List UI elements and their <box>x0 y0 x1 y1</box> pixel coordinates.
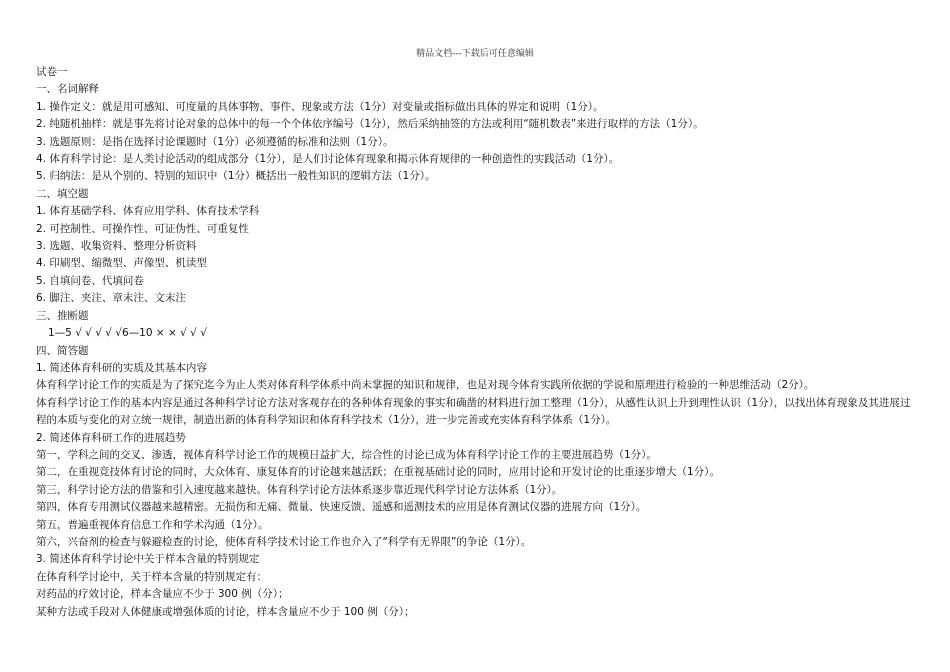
answer-line: 第二，在重视竞技体育讨论的同时，大众体育、康复体育的讨论越来越活跃；在重视基础讨论的同时，应用讨论和开发讨论的比重逐步增大（1分）。 <box>36 466 720 479</box>
judgment-answers: 1—5 √ √ √ √ √6—10 × × √ √ √ <box>48 327 207 340</box>
answer-line: 某种方法或手段对人体健康或增强体质的讨论，样本含量应不少于 100 例（分）； <box>36 605 415 618</box>
answer-line: 在体育科学讨论中，关于样本含量的特别规定有： <box>36 570 267 583</box>
fill-in-item: 6. 脚注、夹注、章末注、文末注 <box>36 292 186 305</box>
section-heading-fill-in: 二、填空题 <box>36 187 89 200</box>
document-body <box>36 64 916 621</box>
answer-line: 第六，兴奋剂的检查与躲避检查的讨论，使体育科学技术讨论工作也介入了“科学有无界限”的争论（1分）。 <box>36 535 532 548</box>
section-heading-short-answer: 四、简答题 <box>36 344 89 357</box>
fill-in-item: 5. 自填问卷、代填问卷 <box>36 274 144 287</box>
definition-item: 1. 操作定义：就是用可感知、可度量的具体事物、事件、现象或方法（1分）对变量或指标做出具体的界定和说明（1分）。 <box>36 100 604 113</box>
fill-in-item: 2. 可控制性、可操作性、可证伪性、可重复性 <box>36 222 249 235</box>
question-title: 3. 简述体育科学讨论中关于样本含量的特别规定 <box>36 553 260 566</box>
question-title: 1. 简述体育科研的实质及其基本内容 <box>36 361 207 374</box>
answer-line: 对药品的疗效讨论，样本含量应不少于 300 例（分）； <box>36 588 289 601</box>
exam-title: 试卷一 <box>36 66 68 78</box>
section-heading-judgment: 三、推断题 <box>36 309 89 322</box>
answer-line: 第四，体育专用测试仪器越来越精密。无损伤和无痛、微量、快速反馈、遥感和遥测技术的应用是体育测试仪器的进展方向（1分）。 <box>36 501 647 514</box>
fill-in-item: 3. 选题、收集资料、整理分析资料 <box>36 240 197 253</box>
definition-item: 4. 体育科学讨论：是人类讨论活动的组成部分（1分），是人们讨论体育现象和揭示体育规律的一种创造性的实践活动（1分）。 <box>36 153 620 166</box>
fill-in-item: 1. 体育基础学科、体育应用学科、体育技术学科 <box>36 205 260 218</box>
definition-item: 3. 选题原则：是指在选择讨论课题时（1分）必须遵循的标准和法则（1分）。 <box>36 135 394 148</box>
answer-line: 第三，科学讨论方法的借鉴和引入速度越来越快。体育科学讨论方法体系逐步靠近现代科学讨论方法体系（1分）。 <box>36 483 563 496</box>
page-header: 精品文档---下载后可任意编辑 <box>416 49 534 59</box>
answer-line: 第五，普遍重视体育信息工作和学术沟通（1分）。 <box>36 518 269 531</box>
definition-item: 5. 归纳法：是从个别的、特别的知识中（1分）概括出一般性知识的逻辑方法（1分）。 <box>36 170 436 183</box>
answer-line: 第一，学科之间的交叉、渗透，视体育科学讨论工作的规模日益扩大，综合性的讨论已成为体育科学讨论工作的主要进展趋势（1分）。 <box>36 448 657 461</box>
section-heading-definitions: 一、名词解释 <box>36 83 99 96</box>
fill-in-item: 4. 印刷型、缩微型、声像型、机读型 <box>36 257 207 270</box>
question-title: 2. 简述体育科研工作的进展趋势 <box>36 431 186 444</box>
answer-paragraph: 体育科学讨论工作的实质是为了探究迄今为止人类对体育科学体系中尚未掌握的知识和规律，也是对现今体育实践所依据的学说和原理进行检验的一种思维活动（2分）。 <box>36 379 815 392</box>
definition-item: 2. 纯随机抽样：就是事先将讨论对象的总体中的每一个个体依序编号（1分），然后采纳抽签的方法或利用“随机数表”来进行取样的方法（1分）。 <box>36 118 704 131</box>
answer-paragraph: 体育科学讨论工作的基本内容是通过各种科学讨论方法对客观存在的各种体育现象的事实和确凿的材料进行加工整理（1分），从感性认识上升到理性认识（1分），以找出体育现象及其进展过程的本质与变化的对立统一规律，制造出新的体育科学知识和体育科学技术（1分），进一步完善或充实体育科学体系（1分）。 <box>36 396 911 427</box>
